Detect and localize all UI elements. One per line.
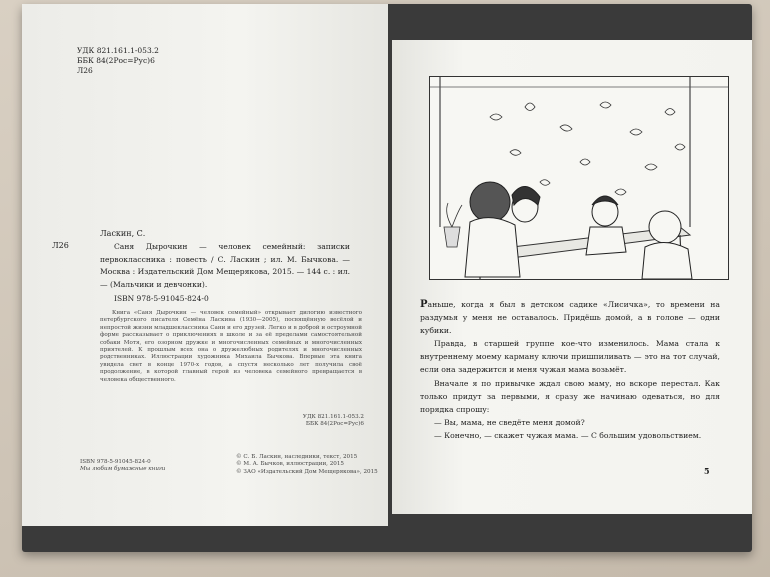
bottom-isbn-block	[80, 459, 190, 474]
udk-line: УДК 821.161.1-053.2	[77, 46, 159, 55]
catalog-entry: Саня Дырочкин — человек семейный: записки первоклассника : повесть / С. Ласкин ; ил. М. Бычкова. — Москва : Издательский Дом Мещерякова, 2015. — 144 с. : ил. — (Мальчики и девчонки).	[100, 242, 350, 289]
bbk-line: ББК 84(2Рос=Рус)6	[77, 56, 155, 65]
isbn-main: ISBN 978-5-91045-824-0	[114, 294, 209, 303]
udk-right-line: УДК 821.161.1-053.2	[302, 414, 364, 420]
dialogue-line: — Вы, мама, не сведёте меня домой?	[434, 417, 585, 427]
bbk-right-line: ББК 84(2Рос=Рус)6	[305, 421, 364, 428]
copyright-block	[236, 454, 386, 476]
book-spread	[22, 4, 752, 552]
bottom-isbn: ISBN 978-5-91045-824-0	[80, 459, 151, 465]
paragraph: Правда, в старшей группе кое-что изменилось. Мама стала к внутреннему моему карману ключи пришпиливать — это на тот случай, если она задержится и меня чужая мама возьмёт.	[420, 339, 720, 375]
illustration-drawing	[430, 77, 728, 279]
udk-block	[77, 46, 217, 76]
lib-code-line: Л26	[77, 66, 93, 75]
annotation-text: Книга «Саня Дырочкин — человек семейный» открывает дилогию известного петербургского писателя Семёна Ласкина (1930—2005), посвящённую весёлой и непростой жизни младшеклассника Сани и его друзей. Легко и в доброй и остроумной форме рассказывает о приключениях в школе и за её пределами самостоятельной собаки Мотя, его озорном дружке и многочисленных семейных и многочисленных приятелей. К прошлым всех она о дружелюбных родителях и многочисленных родственниках. Иллюстрации художника Михаила Бычкова. Впервые эта книга увидела свет в конце 1970-х годов, а спустя несколько лет получила своё продолжение, в которой главный герой из человека семейного превращается в человека общественного.	[100, 310, 362, 383]
author-heading: Ласкин, С.	[100, 229, 146, 238]
right-page	[392, 40, 752, 514]
paragraph: Вначале я по привычке ждал свою маму, но вскоре перестал. Как только придут за первыми, я сразу же начинаю одеваться, но для порядка спрошу:	[420, 378, 720, 414]
first-paragraph	[420, 298, 720, 337]
left-page	[22, 4, 388, 526]
page-number: 5	[704, 466, 710, 476]
copyright-illustrations: © М. А. Бычков, иллюстрации, 2015	[236, 461, 344, 468]
udk-right-block	[294, 414, 364, 429]
drop-cap: Р	[420, 299, 428, 310]
story-text	[420, 298, 720, 442]
first-paragraph-text: аньше, когда я был в детском садике «Лисичка», то времени на раздумья у меня не оставалось. Придёшь домой, а в голове — одни кубики.	[420, 300, 720, 336]
dialogue-line: — Конечно, — скажет чужая мама. — С большим удовольствием.	[434, 430, 702, 440]
lib-code: Л26	[52, 241, 69, 250]
slogan: Мы любим бумажные книги	[80, 466, 166, 473]
copyright-publisher: © ЗАО «Издательский Дом Мещерякова», 2015	[236, 468, 378, 475]
copyright-text: © С. Б. Ласкин, наследники, текст, 2015	[236, 454, 358, 460]
classroom-illustration	[429, 76, 729, 280]
